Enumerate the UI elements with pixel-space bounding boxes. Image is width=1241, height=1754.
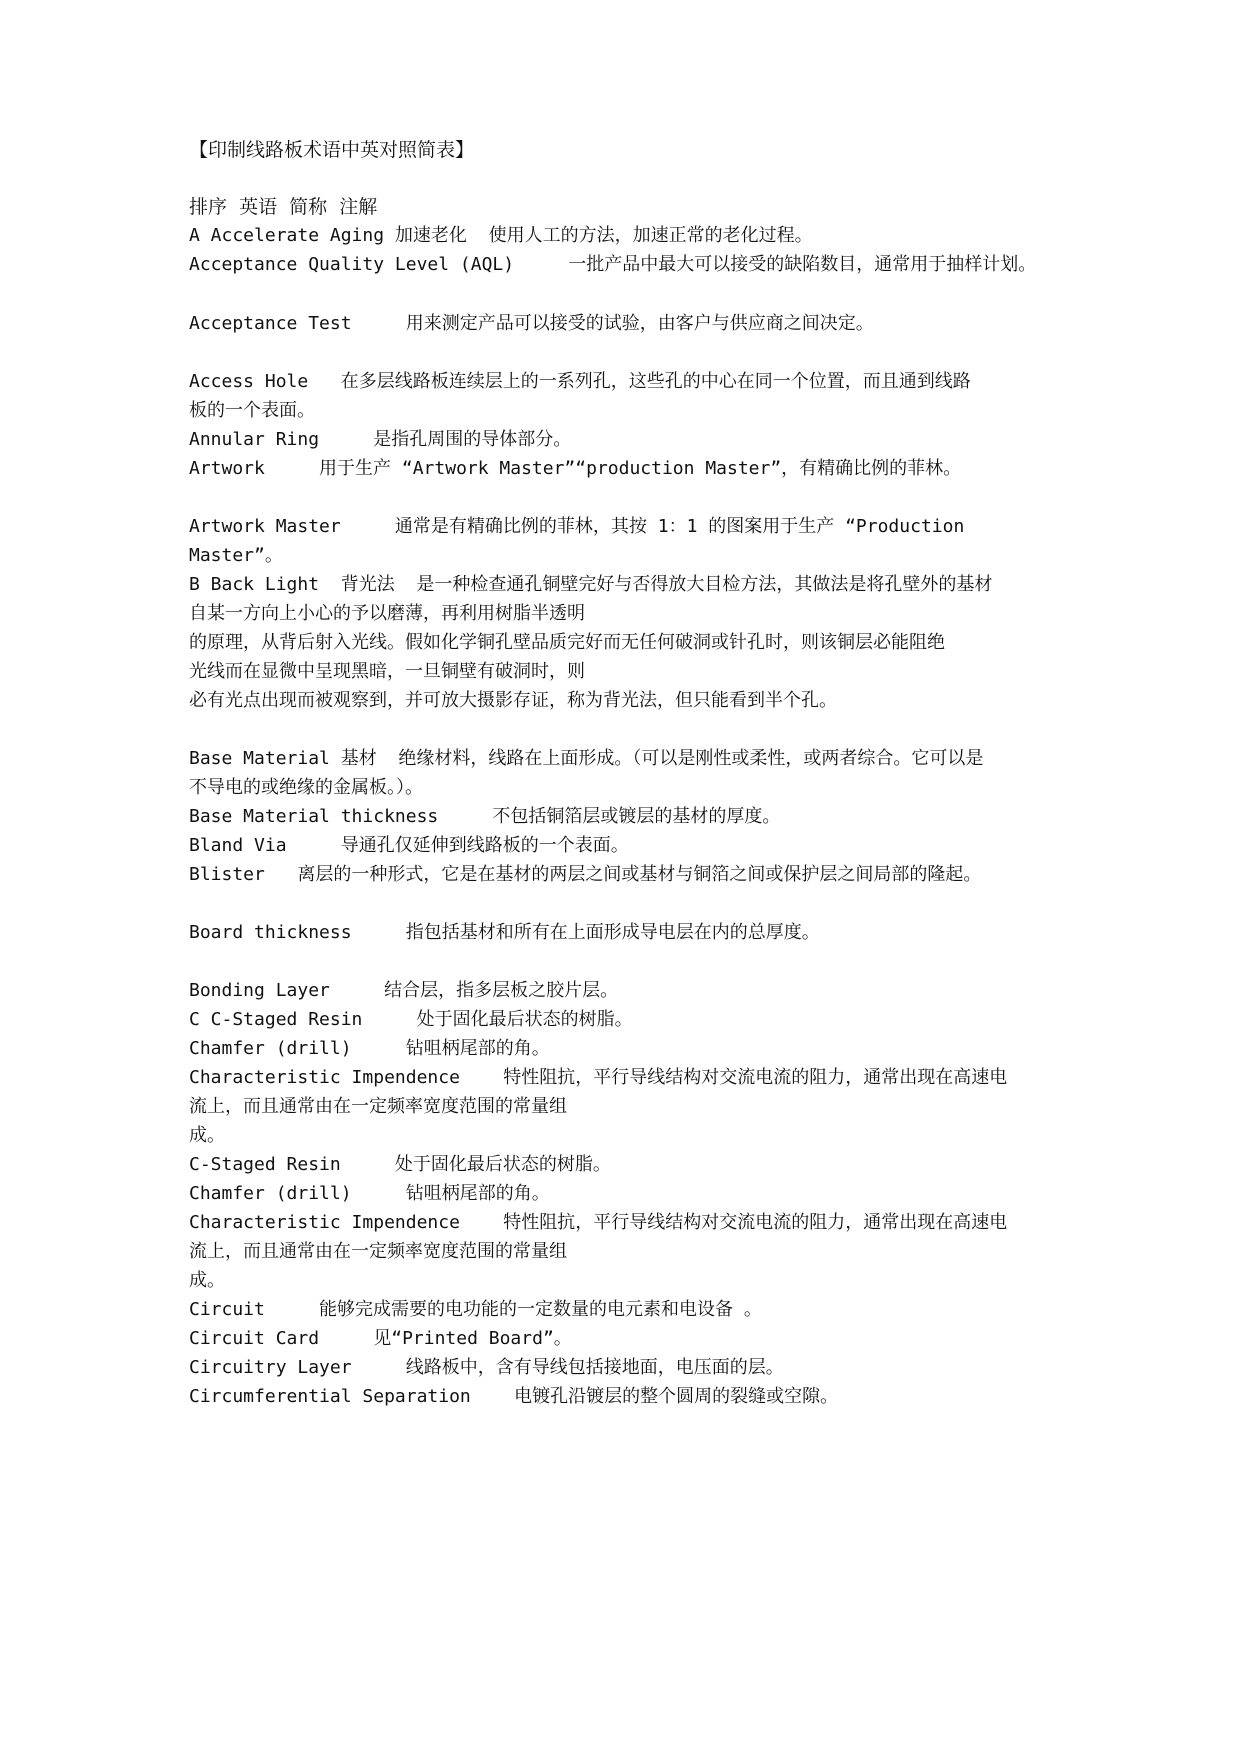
- term-line: Circumferential Separation 电镀孔沿镀层的整个圆周的裂缝或空隙。: [189, 1386, 839, 1407]
- term-line: 成。: [189, 1125, 225, 1146]
- term-line: Master”。: [189, 545, 283, 566]
- term-line: Circuit 能够完成需要的电功能的一定数量的电元素和电设备 。: [189, 1299, 762, 1320]
- term-line: Blister 离层的一种形式，它是在基材的两层之间或基材与铜箔之间或保护层之间局部的隆起。: [189, 864, 982, 885]
- term-line: 自某一方向上小心的予以磨薄，再利用树脂半透明: [189, 603, 585, 624]
- term-line: Characteristic Impendence 特性阻抗，平行导线结构对交流电流的阻力，通常出现在高速电: [189, 1067, 1008, 1088]
- term-line: Artwork 用于生产 “Artwork Master”“production Master”，有精确比例的菲林。: [189, 458, 962, 479]
- term-line: Chamfer (drill) 钻咀柄尾部的角。: [189, 1183, 550, 1204]
- term-line: 必有光点出现而被观察到，并可放大摄影存证，称为背光法，但只能看到半个孔。: [189, 690, 837, 711]
- term-line: Base Material 基材 绝缘材料，线路在上面形成。（可以是刚性或柔性，或两者综合。它可以是: [189, 748, 984, 769]
- term-line: A Accelerate Aging 加速老化 使用人工的方法，加速正常的老化过程。: [189, 225, 813, 246]
- term-line: Artwork Master 通常是有精确比例的菲林，其按 1：1 的图案用于生产 “Production: [189, 516, 965, 537]
- term-line: Bland Via 导通孔仅延伸到线路板的一个表面。: [189, 835, 629, 856]
- term-line: 流上，而且通常由在一定频率宽度范围的常量组: [189, 1096, 567, 1117]
- term-line: Acceptance Test 用来测定产品可以接受的试验，由客户与供应商之间决定。: [189, 313, 874, 334]
- term-line: Circuitry Layer 线路板中，含有导线包括接地面，电压面的层。: [189, 1357, 784, 1378]
- term-line: 板的一个表面。: [189, 400, 315, 421]
- term-line: Annular Ring 是指孔周围的导体部分。: [189, 429, 572, 450]
- term-line: Access Hole 在多层线路板连续层上的一系列孔，这些孔的中心在同一个位置，而且通到线路: [189, 371, 971, 392]
- term-line: Acceptance Quality Level (AQL) 一批产品中最大可以接受的缺陷数目，通常用于抽样计划。: [189, 254, 1037, 275]
- term-line: Characteristic Impendence 特性阻抗，平行导线结构对交流电流的阻力，通常出现在高速电: [189, 1212, 1008, 1233]
- term-line: Bonding Layer 结合层，指多层板之胶片层。: [189, 980, 619, 1001]
- term-line: 流上，而且通常由在一定频率宽度范围的常量组: [189, 1241, 567, 1262]
- term-line: 的原理，从背后射入光线。假如化学铜孔壁品质完好而无任何破洞或针孔时，则该铜层必能阻绝: [189, 632, 945, 653]
- term-line: 光线而在显微中呈现黑暗，一旦铜壁有破洞时，则: [189, 661, 585, 682]
- term-line: Circuit Card 见“Printed Board”。: [189, 1328, 572, 1349]
- term-line: 不导电的或绝缘的金属板。）。: [189, 777, 423, 798]
- table-header: 排序 英语 简称 注解: [189, 196, 378, 218]
- term-line: Base Material thickness 不包括铜箔层或镀层的基材的厚度。: [189, 806, 781, 827]
- term-line: B Back Light 背光法 是一种检查通孔铜壁完好与否得放大目检方法，其做法是将孔壁外的基材: [189, 574, 993, 595]
- term-line: Chamfer (drill) 钻咀柄尾部的角。: [189, 1038, 550, 1059]
- document-title: 【印制线路板术语中英对照简表】: [189, 139, 475, 161]
- term-line: 成。: [189, 1270, 225, 1291]
- term-line: C-Staged Resin 处于固化最后状态的树脂。: [189, 1154, 611, 1175]
- term-line: Board thickness 指包括基材和所有在上面形成导电层在内的总厚度。: [189, 922, 820, 943]
- term-line: C C-Staged Resin 处于固化最后状态的树脂。: [189, 1009, 633, 1030]
